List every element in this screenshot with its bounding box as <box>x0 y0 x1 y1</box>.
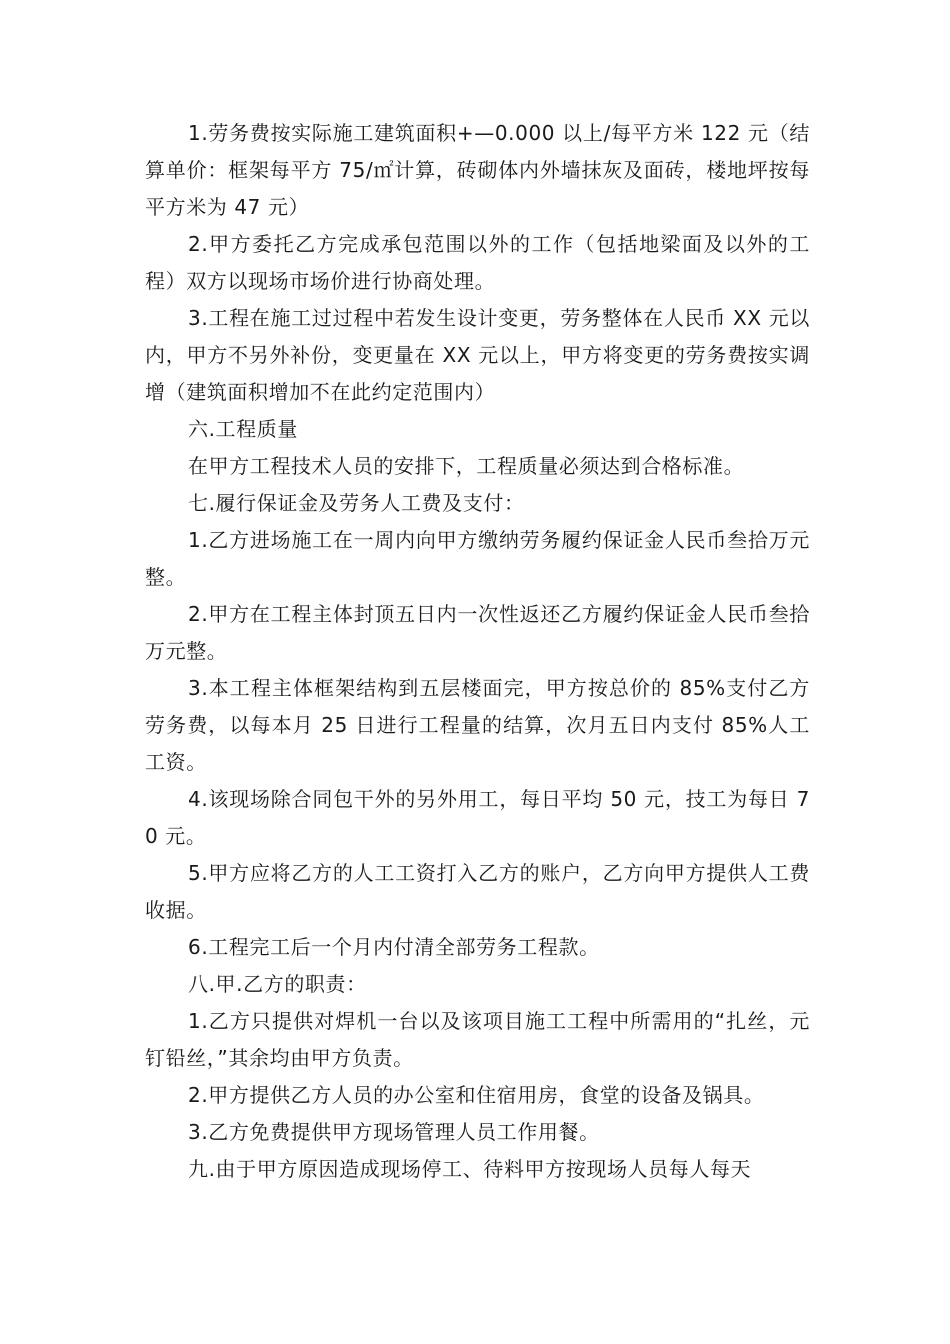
section-heading-quality: 六.工程质量 <box>188 417 298 441</box>
clause-progress-payment: 3.本工程主体框架结构到五层楼面完，甲方按总价的 85%支付乙方劳务费，以每本月 25 日进行工程量的结算，次月五日内支付 85%人工工资。 <box>145 676 810 774</box>
clause-party-b-equipment: 1.乙方只提供对焊机一台以及该项目施工工程中所需用的“扎丝，元钉铅丝，”其余均由甲方负责。 <box>145 1009 810 1070</box>
clause-quality-standard: 在甲方工程技术人员的安排下，工程质量必须达到合格标准。 <box>188 454 745 478</box>
clause-wage-account: 5.甲方应将乙方的人工工资打入乙方的账户，乙方向甲方提供人工费收据。 <box>145 861 810 922</box>
section-heading-deposit-payment: 七.履行保证金及劳务人工费及支付： <box>188 491 525 515</box>
section-heading-responsibilities: 八.甲.乙方的职责： <box>188 972 367 996</box>
clause-final-payment: 6.工程完工后一个月内付清全部劳务工程款。 <box>188 935 600 959</box>
clause-deposit-payment: 1.乙方进场施工在一周内向甲方缴纳劳务履约保证金人民币叁拾万元整。 <box>145 528 810 589</box>
clause-party-a-housing: 2.甲方提供乙方人员的办公室和住宿用房，食堂的设备及锅具。 <box>188 1083 765 1107</box>
document-body <box>145 115 810 1188</box>
clause-labor-fee-unit-price: 1.劳务费按实际施工建筑面积+—0.000 以上/每平方米 122 元（结算单价：框架每平方 75/㎡计算，砖砌体内外墙抹灰及面砖，楼地坪按每平方米为 47 元） <box>145 121 810 219</box>
clause-extra-work: 2.甲方委托乙方完成承包范围以外的工作（包括地梁面及以外的工程）双方以现场市场价进行协商处理。 <box>145 232 810 293</box>
clause-deposit-refund: 2.甲方在工程主体封顶五日内一次性返还乙方履约保证金人民币叁拾万元整。 <box>145 602 810 663</box>
clause-extra-labor-rate: 4.该现场除合同包干外的另外用工，每日平均 50 元，技工为每日 70 元。 <box>145 787 810 848</box>
clause-design-change: 3.工程在施工过过程中若发生设计变更，劳务整体在人民币 XX 元以内，甲方不另外补份，变更量在 XX 元以上，甲方将变更的劳务费按实调增（建筑面积增加不在此约定范围内） <box>145 306 810 404</box>
section-heading-work-stoppage: 九.由于甲方原因造成现场停工、待料甲方按现场人员每人每天 <box>188 1157 752 1181</box>
clause-party-b-meals: 3.乙方免费提供甲方现场管理人员工作用餐。 <box>188 1120 600 1144</box>
